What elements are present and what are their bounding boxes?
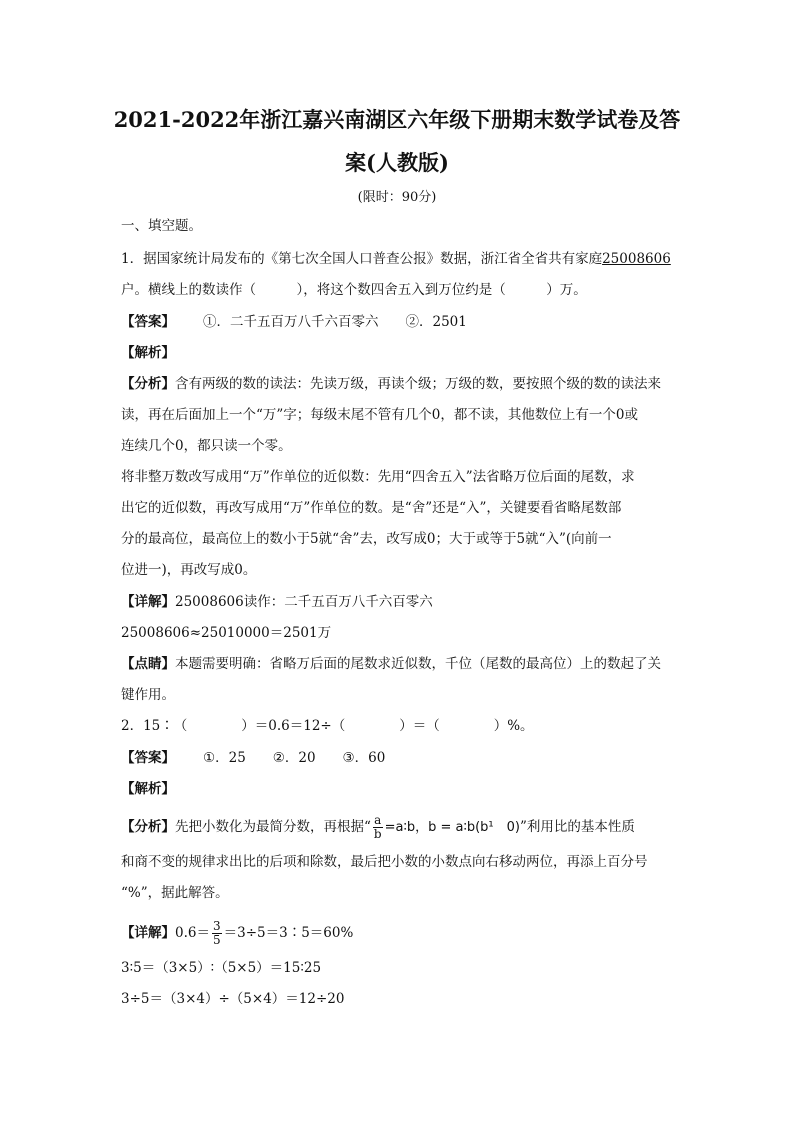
page-title-line-1: 2021-2022年浙江嘉兴南湖区六年级下册期末数学试卷及答 [113, 107, 681, 132]
q2-detail-denominator: 5 [212, 933, 221, 947]
q2-fraction-denominator: b [373, 827, 382, 841]
q1-para-line-1: 将非整万数改写成用“万”作单位的近似数：先用“四舍五入”法省略万位后面的尾数，求 [121, 469, 635, 485]
q2-formula-sep: ，b = a∶b [415, 820, 476, 835]
q1-dianjing-line-2: 键作用。 [121, 687, 175, 703]
q1-fenxi-label: 【分析】 [121, 376, 175, 392]
q1-answer-label: 【答案】 [121, 314, 175, 330]
q2-fraction-3-5 [212, 920, 222, 947]
q2-answer-label: 【答案】 [121, 750, 175, 766]
q1-answer-text: ①．二千五百万八千六百零六 ②．2501 [203, 314, 467, 330]
q1-fenxi-line-1 [121, 374, 661, 394]
time-limit: (限时：90分) [357, 190, 437, 205]
q1-jiexi-label: 【解析】 [121, 345, 175, 361]
page-title-line-2: 案(人教版) [345, 150, 449, 175]
q2-fenxi-line-3: “%”，据此解答。 [121, 885, 229, 901]
q2-fenxi-line-1 [121, 814, 635, 841]
q2-formula-condition: (b¹ 0) [475, 820, 520, 835]
q1-para-line-2: 出它的近似数，再改写成用“万”作单位的数。是“舍”还是“入”，关键要看省略尾数部 [121, 500, 622, 516]
q2-question: 2．15∶（ ）＝0.6＝12÷（ ）＝（ ）%。 [121, 718, 534, 734]
q2-detail-line-2: 3∶5＝（3×5）∶（5×5）＝15∶25 [121, 960, 322, 976]
q2-detail-line-3: 3÷5＝（3×4）÷（5×4）＝12÷20 [121, 991, 345, 1007]
q1-detail-text-1: 25008606读作：二千五百万八千六百零六 [175, 594, 433, 610]
q2-jiexi-label: 【解析】 [121, 781, 175, 797]
q1-fenxi-text-1: 含有两级的数的读法：先读万级，再读个级；万级的数，要按照个级的数的读法来 [175, 376, 661, 392]
q2-formula-eq: =a∶b [384, 820, 416, 835]
q2-answer-text: ①．25 ②．20 ③．60 [203, 750, 386, 766]
q2-fraction-numerator: a [374, 813, 382, 827]
q2-answer [121, 748, 385, 768]
q1-para-line-3: 分的最高位，最高位上的数小于5就“舍”去，改写成0；大于或等于5就“入”(向前一 [121, 531, 612, 547]
q1-detail-line-1 [121, 592, 433, 612]
q2-fenxi-text-1a: 先把小数化为最简分数，再根据“ [175, 819, 371, 835]
q2-detail-label: 【详解】 [121, 925, 175, 941]
q2-detail-line-1 [121, 920, 353, 947]
q1-fenxi-line-2: 读，再在后面加上一个“万”字；每级末尾不管有几个0，都不读，其他数位上有一个0或 [121, 407, 638, 423]
q2-fenxi-label: 【分析】 [121, 819, 175, 835]
q1-fenxi-line-3: 连续几个0，都只读一个零。 [121, 438, 292, 454]
q1-text-line-1 [121, 249, 671, 269]
q1-detail-line-2: 25008606≈25010000＝2501万 [121, 625, 332, 641]
q1-text-a: 1．据国家统计局发布的《第七次全国人口普查公报》数据，浙江省全省共有家庭 [121, 251, 603, 267]
q1-underlined-number: 25008606 [602, 251, 671, 267]
q2-detail-numerator: 3 [212, 919, 221, 933]
q2-detail-pre: 0.6＝ [175, 925, 210, 941]
q1-text-line-2: 户。横线上的数读作（ ），将这个数四舍五入到万位约是（ ）万。 [121, 282, 587, 298]
q1-detail-label: 【详解】 [121, 594, 175, 610]
q1-dianjing-text-1: 本题需要明确：省略万后面的尾数求近似数，千位（尾数的最高位）上的数起了关 [175, 656, 661, 672]
q1-para-line-4: 位进一)，再改写成0。 [121, 562, 257, 578]
q2-fenxi-line-2: 和商不变的规律求出比的后项和除数，最后把小数的小数点向右移动两位，再添上百分号 [121, 854, 648, 870]
q2-fraction-a-over-b [373, 814, 383, 841]
q1-dianjing-line-1 [121, 654, 661, 674]
q1-dianjing-label: 【点睛】 [121, 656, 175, 672]
section-heading: 一、填空题。 [121, 218, 202, 234]
q2-detail-post: ＝3÷5＝3∶5＝60% [223, 925, 354, 941]
q1-answer [121, 312, 467, 332]
q2-fenxi-text-1b: ”利用比的基本性质 [520, 819, 635, 835]
